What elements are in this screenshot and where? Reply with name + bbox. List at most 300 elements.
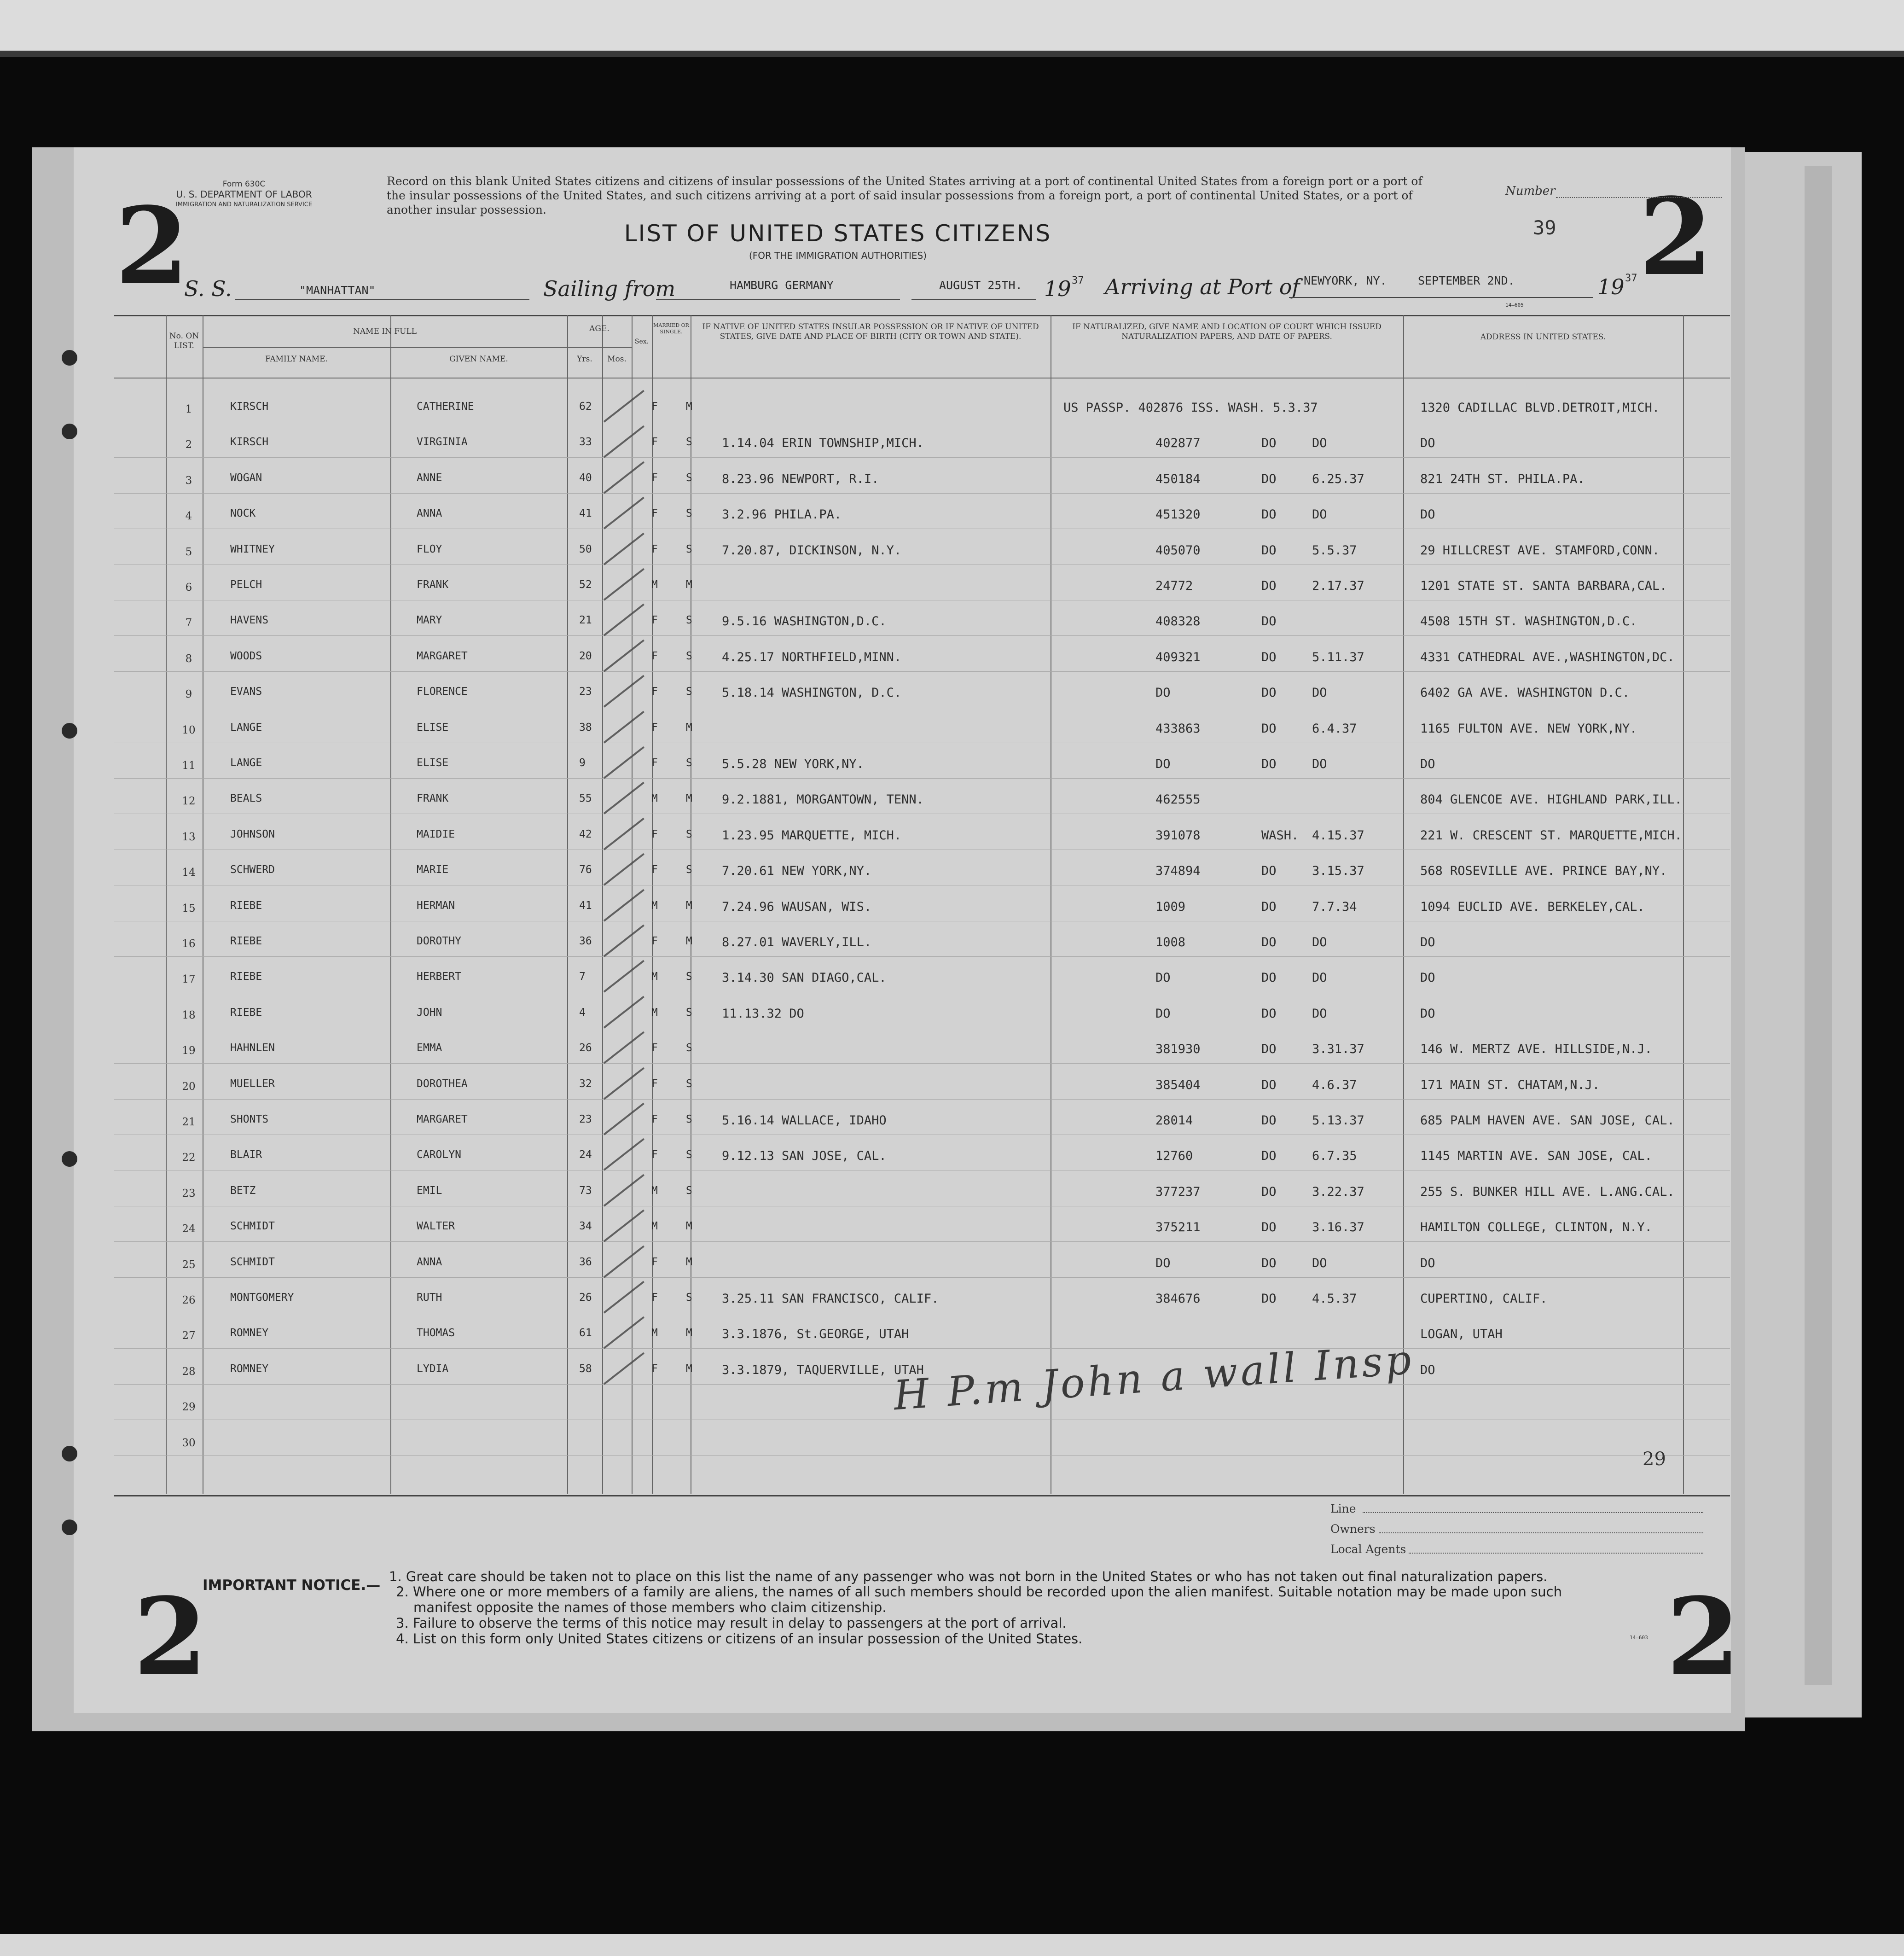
- given-name: ANNE: [417, 472, 442, 484]
- marital-status: M: [686, 935, 692, 947]
- naturalization-court: DO: [1261, 1256, 1277, 1270]
- naturalization-date: 5.13.37: [1312, 1113, 1364, 1128]
- family-name: NOCK: [230, 507, 256, 520]
- form-subtitle: (FOR THE IMMIGRATION AUTHORITIES): [749, 250, 927, 261]
- row-number: 3: [185, 474, 192, 487]
- given-name: HERBERT: [417, 971, 461, 983]
- sex: F: [651, 1077, 658, 1090]
- naturalization-paper: 462555: [1155, 792, 1201, 807]
- marital-status: S: [686, 971, 692, 983]
- birth-info: 7.20.61 NEW YORK,NY.: [722, 864, 872, 879]
- age: 52: [579, 579, 592, 591]
- header-address: ADDRESS IN UNITED STATES.: [1480, 332, 1606, 342]
- given-name: MARGARET: [417, 650, 468, 662]
- given-name: MARY: [417, 614, 442, 627]
- given-name: EMIL: [417, 1184, 442, 1197]
- age: 38: [579, 721, 592, 734]
- marital-status: S: [686, 1042, 692, 1054]
- sex: F: [651, 721, 658, 734]
- sailing-date: AUGUST 25TH.: [939, 279, 1022, 292]
- sex: F: [651, 1292, 658, 1304]
- row-number: 27: [182, 1330, 196, 1342]
- birth-info: 5.5.28 NEW YORK,NY.: [722, 757, 864, 771]
- form-instructions: Record on this blank United States citizens and citizens of insular possessions of the United States arriving at a port of continental United States from a foreign port or a port of the insular possessions of the United States, and such citizens arriving at a port of said insular possessions from a foreign port, a port of continental United States, or a port of another insular possession.: [387, 175, 1422, 216]
- marital-status: S: [686, 1184, 692, 1197]
- age: 55: [579, 792, 592, 805]
- address: DO: [1420, 935, 1435, 949]
- col-divider: [166, 315, 167, 1494]
- family-name: MONTGOMERY: [230, 1292, 294, 1304]
- sex: F: [651, 472, 658, 484]
- row-number: 23: [182, 1187, 196, 1199]
- naturalization-paper: 12760: [1155, 1149, 1193, 1164]
- row-number: 2: [185, 439, 192, 451]
- row-rule: [114, 1241, 1730, 1242]
- sex: F: [651, 1256, 658, 1268]
- marital-status: S: [686, 1149, 692, 1161]
- header-family-name: FAMILY NAME.: [265, 355, 328, 364]
- header-name-in-full: NAME IN FULL: [353, 327, 417, 336]
- naturalization-date: DO: [1312, 935, 1327, 949]
- naturalization-court: DO: [1261, 650, 1277, 664]
- sex: M: [651, 1184, 658, 1197]
- header-given-name: GIVEN NAME.: [449, 355, 508, 364]
- sex: M: [651, 1006, 658, 1019]
- address: 1145 MARTIN AVE. SAN JOSE, CAL.: [1420, 1149, 1652, 1164]
- address: 255 S. BUNKER HILL AVE. L.ANG.CAL.: [1420, 1184, 1675, 1199]
- age: 41: [579, 899, 592, 912]
- family-name: WOGAN: [230, 472, 262, 484]
- family-name: ROMNEY: [230, 1362, 269, 1375]
- given-name: DOROTHEA: [417, 1077, 468, 1090]
- form-number: Form 630C: [222, 180, 266, 189]
- marital-status: M: [686, 1362, 692, 1375]
- marital-status: S: [686, 757, 692, 769]
- family-name: RIEBE: [230, 899, 262, 912]
- naturalization-court: WASH.: [1261, 828, 1299, 843]
- address: 1201 STATE ST. SANTA BARBARA,CAL.: [1420, 579, 1667, 593]
- naturalization-date: 3.16.37: [1312, 1220, 1364, 1235]
- corner-mark-bottom-right: 2: [1666, 1575, 1741, 1699]
- row-number: 18: [182, 1009, 196, 1021]
- age: 50: [579, 543, 592, 555]
- arrival-date: SEPTEMBER 2ND.: [1418, 274, 1515, 287]
- family-name: SHONTS: [230, 1113, 269, 1125]
- marital-status: S: [686, 543, 692, 555]
- naturalization-date: 7.7.34: [1312, 899, 1357, 914]
- naturalization-paper: US PASSP. 402876 ISS. WASH. 5.3.37: [1063, 401, 1318, 415]
- age: 42: [579, 828, 592, 840]
- row-number: 12: [182, 795, 196, 808]
- naturalization-paper: DO: [1155, 1256, 1171, 1270]
- birth-info: 3.14.30 SAN DIAGO,CAL.: [722, 971, 887, 985]
- print-code-bottom: 14—603: [1630, 1635, 1648, 1641]
- marital-status: S: [686, 650, 692, 662]
- col-divider: [390, 315, 391, 1494]
- address: DO: [1420, 507, 1435, 522]
- family-name: WHITNEY: [230, 543, 275, 555]
- marital-status: M: [686, 792, 692, 805]
- naturalization-date: 4.15.37: [1312, 828, 1364, 843]
- col-divider: [567, 315, 568, 1494]
- marital-status: S: [686, 828, 692, 840]
- age: 9: [579, 757, 586, 769]
- naturalization-paper: 24772: [1155, 579, 1193, 593]
- naturalization-paper: 381930: [1155, 1042, 1201, 1057]
- marital-status: M: [686, 1327, 692, 1339]
- subheader-divider: [203, 347, 567, 348]
- naturalization-date: 3.22.37: [1312, 1184, 1364, 1199]
- sex: F: [651, 650, 658, 662]
- naturalization-paper: 451320: [1155, 507, 1201, 522]
- naturalization-paper: 433863: [1155, 721, 1201, 736]
- row-number: 21: [182, 1116, 196, 1128]
- given-name: FLORENCE: [417, 686, 468, 698]
- naturalization-date: 6.7.35: [1312, 1149, 1357, 1164]
- ship-name: "MANHATTAN": [299, 284, 376, 297]
- age: 36: [579, 1256, 592, 1268]
- family-name: RIEBE: [230, 935, 262, 947]
- naturalization-court: DO: [1261, 935, 1277, 949]
- address: 146 W. MERTZ AVE. HILLSIDE,N.J.: [1420, 1042, 1652, 1057]
- family-name: WOODS: [230, 650, 262, 662]
- naturalization-court: DO: [1261, 507, 1277, 522]
- family-name: KIRSCH: [230, 436, 269, 448]
- header-mos: Mos.: [607, 355, 627, 364]
- naturalization-paper: 1009: [1155, 899, 1186, 914]
- row-number: 1: [185, 403, 192, 415]
- marital-status: S: [686, 472, 692, 484]
- naturalization-paper: DO: [1155, 686, 1171, 700]
- marital-status: S: [686, 436, 692, 448]
- given-name: LYDIA: [417, 1362, 449, 1375]
- arriving-label: Arriving at Port of: [1105, 274, 1300, 299]
- sex: F: [651, 543, 658, 555]
- sex: M: [651, 1327, 658, 1339]
- given-name: ANNA: [417, 507, 442, 520]
- naturalization-date: 5.11.37: [1312, 650, 1364, 664]
- arrival-port: NEWYORK, NY.: [1304, 274, 1387, 287]
- address: DO: [1420, 1362, 1435, 1377]
- birth-info: 5.16.14 WALLACE, IDAHO: [722, 1113, 887, 1128]
- sex: F: [651, 614, 658, 627]
- naturalization-court: DO: [1261, 1220, 1277, 1235]
- family-name: MUELLER: [230, 1077, 275, 1090]
- age: 24: [579, 1149, 592, 1161]
- naturalization-paper: 408328: [1155, 614, 1201, 629]
- birth-info: 7.24.96 WAUSAN, WIS.: [722, 899, 872, 914]
- binder-hole: [62, 1519, 77, 1535]
- family-name: PELCH: [230, 579, 262, 591]
- sex: M: [651, 1220, 658, 1233]
- sex: F: [651, 1113, 658, 1125]
- naturalization-date: DO: [1312, 507, 1327, 522]
- address: HAMILTON COLLEGE, CLINTON, N.Y.: [1420, 1220, 1652, 1235]
- naturalization-court: DO: [1261, 971, 1277, 985]
- address: LOGAN, UTAH: [1420, 1327, 1503, 1342]
- sex: F: [651, 1362, 658, 1375]
- naturalization-date: 6.25.37: [1312, 472, 1364, 486]
- sex: F: [651, 1042, 658, 1054]
- binder-hole: [62, 1446, 77, 1461]
- family-name: SCHMIDT: [230, 1220, 275, 1233]
- notice-item-1: 1. Great care should be taken not to place on this list the name of any passenger who was not born in the United States or who has not taken out final naturalization papers.: [389, 1569, 1548, 1584]
- year-prefix: 19: [1044, 276, 1071, 301]
- address: 4331 CATHEDRAL AVE.,WASHINGTON,DC.: [1420, 650, 1675, 664]
- birth-info: 4.25.17 NORTHFIELD,MINN.: [722, 650, 902, 664]
- row-number: 16: [182, 938, 196, 950]
- row-rule: [114, 1455, 1730, 1456]
- scanner-top-strip: [0, 0, 1904, 51]
- row-number: 24: [182, 1223, 196, 1235]
- local-agents-dots: [1409, 1553, 1703, 1554]
- col-divider: [1403, 315, 1404, 1494]
- age: 21: [579, 614, 592, 627]
- sailing-label: Sailing from: [543, 276, 676, 301]
- binder-hole: [62, 723, 77, 739]
- binder-hole: [62, 424, 77, 439]
- address: 821 24TH ST. PHILA.PA.: [1420, 472, 1585, 486]
- row-rule: [114, 1099, 1730, 1100]
- naturalization-court: DO: [1261, 864, 1277, 879]
- sex: F: [651, 1149, 658, 1161]
- header-sex: Sex.: [634, 338, 649, 345]
- birth-info: 8.23.96 NEWPORT, R.I.: [722, 472, 879, 486]
- naturalization-court: DO: [1261, 1006, 1277, 1021]
- naturalization-court: DO: [1261, 1077, 1277, 1092]
- naturalization-paper: DO: [1155, 1006, 1171, 1021]
- address: 171 MAIN ST. CHATAM,N.J.: [1420, 1077, 1600, 1092]
- notice-item-2-cont: manifest opposite the names of those members who claim citizenship.: [413, 1600, 887, 1615]
- age: 26: [579, 1292, 592, 1304]
- naturalization-date: 5.5.37: [1312, 543, 1357, 558]
- marital-status: M: [686, 1256, 692, 1268]
- naturalization-court: DO: [1261, 1184, 1277, 1199]
- marital-status: M: [686, 1220, 692, 1233]
- sailing-year: 37: [1072, 275, 1084, 286]
- naturalization-date: 3.31.37: [1312, 1042, 1364, 1057]
- naturalization-paper: DO: [1155, 971, 1171, 985]
- marital-status: S: [686, 1113, 692, 1125]
- ship-line: [235, 299, 529, 300]
- naturalization-paper: DO: [1155, 757, 1171, 771]
- family-name: KIRSCH: [230, 401, 269, 413]
- important-notice-title: IMPORTANT NOTICE.—: [203, 1577, 381, 1594]
- given-name: MAIDIE: [417, 828, 455, 840]
- naturalization-court: DO: [1261, 436, 1277, 451]
- given-name: ANNA: [417, 1256, 442, 1268]
- sex: F: [651, 686, 658, 698]
- age: 41: [579, 507, 592, 520]
- birth-info: 1.14.04 ERIN TOWNSHIP,MICH.: [722, 436, 924, 451]
- age: 61: [579, 1327, 592, 1339]
- given-name: HERMAN: [417, 899, 455, 912]
- given-name: JOHN: [417, 1006, 442, 1019]
- naturalization-paper: 391078: [1155, 828, 1201, 843]
- address: DO: [1420, 436, 1435, 451]
- naturalization-date: DO: [1312, 1006, 1327, 1021]
- birth-info: 3.3.1879, TAQUERVILLE, UTAH: [722, 1362, 924, 1377]
- marital-status: M: [686, 721, 692, 734]
- age: 23: [579, 686, 592, 698]
- address: 4508 15TH ST. WASHINGTON,D.C.: [1420, 614, 1637, 629]
- birth-info: 7.20.87, DICKINSON, N.Y.: [722, 543, 902, 558]
- family-name: BETZ: [230, 1184, 256, 1197]
- birth-info: 9.12.13 SAN JOSE, CAL.: [722, 1149, 887, 1164]
- age: 33: [579, 436, 592, 448]
- corner-mark-top-left: 2: [115, 184, 189, 309]
- underlying-page-edge: [1805, 166, 1832, 1685]
- given-name: CATHERINE: [417, 401, 474, 413]
- given-name: FRANK: [417, 792, 449, 805]
- age: 36: [579, 935, 592, 947]
- family-name: EVANS: [230, 686, 262, 698]
- sex: F: [651, 401, 658, 413]
- birth-info: 8.27.01 WAVERLY,ILL.: [722, 935, 872, 949]
- address: 221 W. CRESCENT ST. MARQUETTE,MICH.: [1420, 828, 1682, 843]
- sex: M: [651, 792, 658, 805]
- year-prefix-2: 19: [1597, 274, 1625, 299]
- row-number: 26: [182, 1294, 196, 1306]
- family-name: RIEBE: [230, 971, 262, 983]
- birth-info: 11.13.32 DO: [722, 1006, 804, 1021]
- naturalization-paper: 409321: [1155, 650, 1201, 664]
- line-dots: [1363, 1512, 1703, 1513]
- given-name: WALTER: [417, 1220, 455, 1233]
- sex: F: [651, 828, 658, 840]
- naturalization-date: 3.15.37: [1312, 864, 1364, 879]
- naturalization-court: DO: [1261, 899, 1277, 914]
- col-divider: [1683, 315, 1684, 1494]
- given-name: MARIE: [417, 864, 449, 876]
- marital-status: S: [686, 1006, 692, 1019]
- marital-status: M: [686, 401, 692, 413]
- family-name: LANGE: [230, 721, 262, 734]
- sex: F: [651, 864, 658, 876]
- naturalization-court: DO: [1261, 686, 1277, 700]
- family-name: HAHNLEN: [230, 1042, 275, 1054]
- address: 29 HILLCREST AVE. STAMFORD,CONN.: [1420, 543, 1660, 558]
- marital-status: M: [686, 899, 692, 912]
- given-name: ELISE: [417, 721, 449, 734]
- naturalization-court: DO: [1261, 543, 1277, 558]
- family-name: SCHWERD: [230, 864, 275, 876]
- scanner-bottom-strip: [0, 1934, 1904, 1956]
- col-divider: [602, 315, 603, 1494]
- sex: M: [651, 579, 658, 591]
- given-name: DOROTHY: [417, 935, 461, 947]
- naturalization-court: DO: [1261, 472, 1277, 486]
- naturalization-paper: 28014: [1155, 1113, 1193, 1128]
- naturalization-court: DO: [1261, 1292, 1277, 1306]
- birth-info: 3.25.11 SAN FRANCISCO, CALIF.: [722, 1292, 939, 1306]
- sailing-date-line: [911, 299, 1036, 300]
- marital-status: S: [686, 1077, 692, 1090]
- row-rule: [114, 671, 1730, 672]
- row-number: 9: [185, 688, 192, 701]
- naturalization-paper: 385404: [1155, 1077, 1201, 1092]
- row-number: 14: [182, 867, 196, 879]
- given-name: FRANK: [417, 579, 449, 591]
- given-name: VIRGINIA: [417, 436, 468, 448]
- age: 23: [579, 1113, 592, 1125]
- marital-status: M: [686, 579, 692, 591]
- family-name: SCHMIDT: [230, 1256, 275, 1268]
- family-name: RIEBE: [230, 1006, 262, 1019]
- row-number: 11: [182, 760, 196, 772]
- number-line: [1556, 197, 1722, 198]
- header-no: No. ON LIST.: [169, 332, 199, 350]
- row-number: 10: [182, 724, 196, 736]
- family-name: BEALS: [230, 792, 262, 805]
- age: 20: [579, 650, 592, 662]
- address: DO: [1420, 971, 1435, 985]
- notice-item-3: 3. Failure to observe the terms of this notice may result in delay to passengers at the port of arrival.: [396, 1615, 1067, 1631]
- row-number: 8: [185, 652, 192, 665]
- row-number: 13: [182, 831, 196, 843]
- naturalization-paper: 375211: [1155, 1220, 1201, 1235]
- age: 76: [579, 864, 592, 876]
- marital-status: S: [686, 686, 692, 698]
- birth-info: 9.5.16 WASHINGTON,D.C.: [722, 614, 887, 629]
- row-number: 7: [185, 617, 192, 629]
- naturalization-paper: 384676: [1155, 1292, 1201, 1306]
- address: 1165 FULTON AVE. NEW YORK,NY.: [1420, 721, 1637, 736]
- row-number: 15: [182, 902, 196, 914]
- header-age: AGE.: [589, 324, 610, 333]
- row-number: 29: [182, 1401, 196, 1414]
- naturalization-date: 4.6.37: [1312, 1077, 1357, 1092]
- sailing-line: [656, 299, 900, 300]
- given-name: THOMAS: [417, 1327, 455, 1339]
- corner-mark-bottom-left: 2: [134, 1575, 208, 1699]
- address: CUPERTINO, CALIF.: [1420, 1292, 1548, 1306]
- row-number: 4: [185, 510, 192, 523]
- row-number: 22: [182, 1152, 196, 1164]
- port-line: [1289, 297, 1593, 298]
- birth-info: 9.2.1881, MORGANTOWN, TENN.: [722, 792, 924, 807]
- col-divider: [632, 315, 633, 1494]
- age: 34: [579, 1220, 592, 1233]
- header-yrs: Yrs.: [577, 355, 592, 364]
- header-birth: IF NATIVE OF UNITED STATES INSULAR POSSESSION OR IF NATIVE OF UNITED STATES, GIVE DATE AND PLACE OF BIRTH (CITY OR TOWN AND STATE).: [702, 322, 1039, 341]
- sex: F: [651, 507, 658, 520]
- sex: F: [651, 757, 658, 769]
- inspector-signature: H P.m John a wall Insp: [892, 1335, 1416, 1420]
- number-label: Number: [1505, 184, 1556, 198]
- row-number: 5: [185, 546, 192, 558]
- naturalization-date: DO: [1312, 436, 1327, 451]
- binder-hole: [62, 1151, 77, 1167]
- naturalization-court: DO: [1261, 1113, 1277, 1128]
- sex: M: [651, 899, 658, 912]
- marital-status: S: [686, 507, 692, 520]
- corner-mark-top-right: 2: [1639, 175, 1713, 299]
- row-number: 20: [182, 1080, 196, 1093]
- birth-info: 5.18.14 WASHINGTON, D.C.: [722, 686, 902, 700]
- department-name: U. S. DEPARTMENT OF LABOR: [176, 189, 312, 200]
- address: 1320 CADILLAC BLVD.DETROIT,MICH.: [1420, 401, 1660, 415]
- row-rule: [114, 457, 1730, 458]
- given-name: EMMA: [417, 1042, 442, 1054]
- row-number: 25: [182, 1258, 196, 1271]
- print-code-top: 14—605: [1505, 302, 1524, 308]
- page-number: 29: [1643, 1449, 1666, 1470]
- header-naturalized: IF NATURALIZED, GIVE NAME AND LOCATION OF COURT WHICH ISSUED NATURALIZATION PAPERS, AND DATE OF PAPERS.: [1072, 322, 1382, 341]
- local-agents-label: Local Agents: [1330, 1543, 1406, 1556]
- naturalization-paper: 450184: [1155, 472, 1201, 486]
- address: 804 GLENCOE AVE. HIGHLAND PARK,ILL.: [1420, 792, 1682, 807]
